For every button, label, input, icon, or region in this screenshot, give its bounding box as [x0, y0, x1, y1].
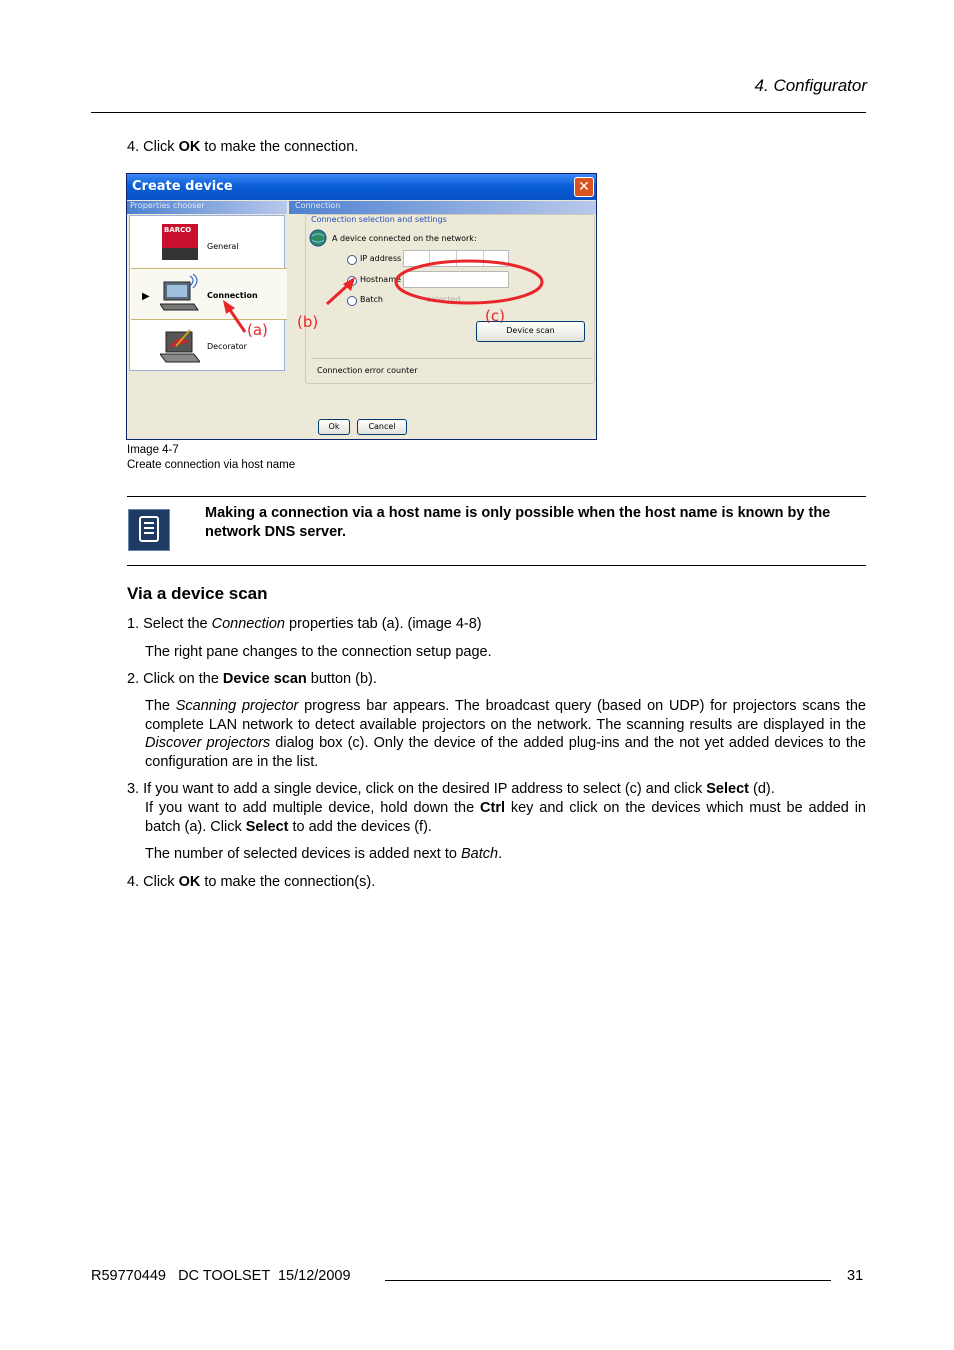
- selection-arrow-icon: ▶: [142, 291, 150, 302]
- step-italic: Connection: [211, 616, 285, 632]
- page-number: 31: [847, 1268, 864, 1284]
- note-rule-top: [127, 496, 866, 497]
- step-text: to make the connection.: [200, 139, 359, 155]
- chooser-item-general[interactable]: General: [207, 242, 239, 251]
- device-scan-button[interactable]: Device scan: [476, 321, 585, 342]
- chooser-item-connection[interactable]: Connection: [207, 291, 258, 300]
- annotation-c: (c): [485, 307, 505, 325]
- step-2: [127, 670, 377, 689]
- footer-rule: [385, 1280, 831, 1281]
- dialog-title: Create device: [132, 179, 233, 194]
- chooser-item-decorator[interactable]: Decorator: [207, 342, 247, 351]
- note-icon: [128, 509, 170, 551]
- barco-logo-text: BARCO: [164, 226, 192, 234]
- step-number: 3.: [127, 781, 140, 797]
- note-rule-bottom: [127, 565, 866, 566]
- annotation-overlay: [127, 174, 596, 439]
- batch-selected-info: selected: [427, 295, 461, 304]
- step-text: 4. Click: [127, 139, 179, 155]
- annotation-b: (b): [297, 313, 319, 331]
- connection-header: Connection: [289, 201, 596, 214]
- step-text: Click on the: [143, 671, 223, 687]
- connection-error-counter-label: Connection error counter: [317, 366, 418, 375]
- hostname-label: Hostname: [360, 275, 401, 284]
- image-caption: Create connection via host name: [127, 459, 296, 471]
- step-2-result: The Scanning projector progress bar appears. The broadcast query (based on UDP) for projectors scans the complete LAN network to detect available projectors on the network. The scanning results are displayed in the Discover projectors dialog box (c). Only the device of the added plug-ins and the not yet added devices to the configuration are in the list.: [145, 698, 866, 770]
- ok-button[interactable]: Ok: [318, 419, 350, 435]
- note-text: Making a connection via a host name is only possible when the host name is known by the network DNS server.: [205, 505, 831, 540]
- step-number: 1.: [127, 616, 140, 632]
- step-number: 4.: [127, 874, 140, 890]
- step-3-result: The number of selected devices is added next to Batch.: [145, 846, 503, 862]
- step-text: Select the: [143, 616, 212, 632]
- ip-address-label: IP address: [360, 254, 402, 263]
- step-number: 2.: [127, 671, 140, 687]
- image-number: Image 4-7: [127, 444, 179, 456]
- step-text: properties tab (a). (image 4-8): [285, 616, 482, 632]
- network-device-label: A device connected on the network:: [332, 234, 477, 243]
- chapter-title: 4. Configurator: [754, 76, 867, 95]
- step-ok-top: [127, 138, 358, 157]
- step-1: [127, 615, 482, 634]
- annotation-a: (a): [247, 321, 268, 339]
- create-device-screenshot: [126, 173, 597, 440]
- step-3-line2: If you want to add multiple device, hold down the Ctrl key and click on the devices which must be added in batch (a). Click Select to add the devices (f).: [145, 800, 866, 835]
- close-icon[interactable]: ✕: [574, 177, 594, 197]
- batch-label: Batch: [360, 295, 383, 304]
- step-bold: OK: [178, 139, 201, 155]
- footer-doc-info: R59770449 DC TOOLSET 15/12/2009: [91, 1268, 351, 1284]
- section-heading: Via a device scan: [127, 584, 268, 603]
- step-bold: Device scan: [222, 671, 307, 687]
- properties-chooser-header: Properties chooser: [127, 201, 287, 214]
- step-3: 3. If you want to add a single device, click on the desired IP address to select (c) and click Select (d).: [127, 781, 775, 797]
- connection-selection-label: Connection selection and settings: [311, 215, 447, 224]
- header-rule: [91, 112, 866, 113]
- step-4: 4. Click OK to make the connection(s).: [127, 874, 376, 890]
- step-text: button (b).: [306, 671, 377, 687]
- step-1-result: The right pane changes to the connection setup page.: [145, 644, 492, 660]
- cancel-button[interactable]: Cancel: [357, 419, 407, 435]
